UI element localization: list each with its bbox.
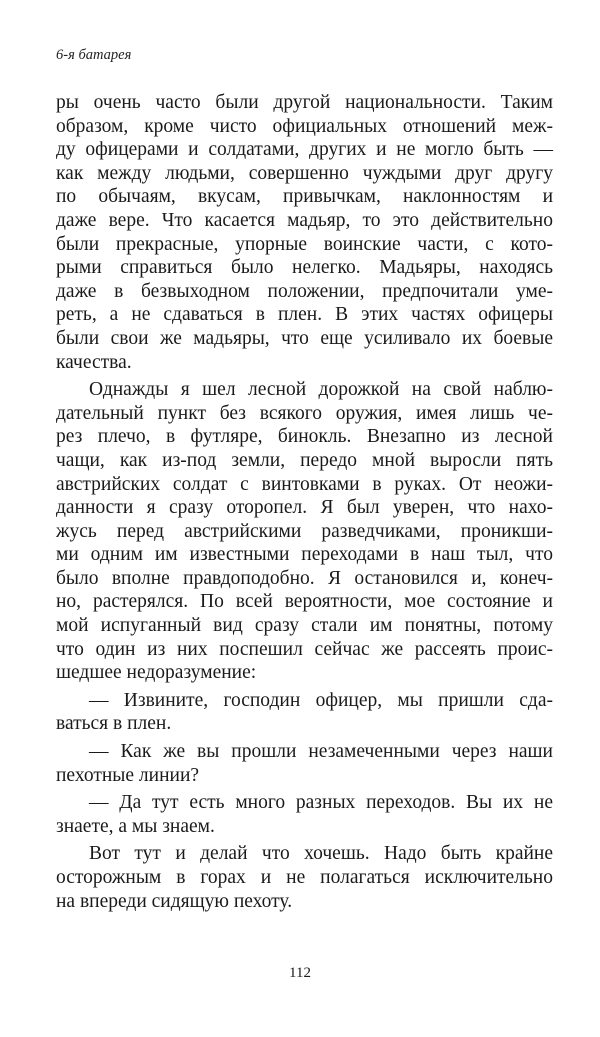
text-line: дательный пункт без всякого оружия, имея лишь че- bbox=[56, 402, 553, 424]
text-line: — Да тут есть много разных переходов. Вы их не bbox=[89, 792, 553, 814]
text-line: мой испуганный вид сразу стали им понятны, потому bbox=[56, 615, 553, 637]
text-line: были свои же мадьяры, что еще усиливало их боевые bbox=[56, 327, 553, 349]
text-line: было вполне правдоподобно. Я остановился и, конеч- bbox=[56, 567, 553, 589]
text-line: на впереди сидящую пехоту. bbox=[56, 890, 293, 912]
text-line: пехотные линии? bbox=[56, 764, 200, 786]
paragraph bbox=[56, 791, 553, 838]
paragraph bbox=[56, 378, 553, 685]
text-line: знаете, а мы знаем. bbox=[56, 815, 215, 837]
page-body bbox=[56, 91, 553, 913]
text-line: даже вере. Что касается мадьяр, то это действительно bbox=[56, 209, 553, 231]
text-line: австрийских солдат с винтовками в руках. От неожи- bbox=[56, 473, 553, 495]
text-line: ми одним им известными переходами в наш тыл, что bbox=[56, 544, 553, 566]
text-line: качества. bbox=[56, 351, 132, 373]
text-line: Однажды я шел лесной дорожкой на свой наблю- bbox=[89, 379, 553, 401]
text-line: данности я сразу оторопел. Я был уверен, что нахо- bbox=[56, 497, 553, 519]
text-line: ду офицерами и солдатами, других и не могло быть — bbox=[56, 139, 553, 161]
text-line: что один из них поспешил сейчас же рассеять проис- bbox=[56, 638, 553, 660]
text-line: чащи, как из-под земли, передо мной выросли пять bbox=[56, 449, 553, 471]
paragraph bbox=[56, 689, 553, 736]
text-line: ваться в плен. bbox=[56, 713, 172, 735]
page-number: 112 bbox=[289, 965, 311, 981]
text-line: осторожным в горах и не полагаться исключительно bbox=[56, 867, 553, 888]
text-line: ры очень часто были другой национальности. Таким bbox=[56, 92, 553, 113]
text-line: но, растерялся. По всей вероятности, мое состояние и bbox=[56, 591, 553, 613]
text-line: реть, а не сдаваться в плен. В этих частях офицеры bbox=[56, 304, 553, 326]
text-line: рыми справиться было нелегко. Мадьяры, находясь bbox=[56, 257, 553, 279]
text-line: — Извините, господин офицер, мы пришли сда- bbox=[89, 689, 553, 711]
text-line: шедшее недоразумение: bbox=[56, 662, 257, 684]
running-header: 6-я батарея bbox=[56, 47, 132, 63]
text-line: жусь перед австрийскими разведчиками, проникши- bbox=[56, 520, 553, 542]
paragraph bbox=[56, 91, 553, 374]
text-line: — Как же вы прошли незамеченными через наши bbox=[89, 741, 553, 763]
text-line: рез плечо, в футляре, бинокль. Внезапно из лесной bbox=[56, 426, 553, 448]
text-line: были прекрасные, упорные воинские части, с кото- bbox=[56, 233, 553, 255]
text-line: образом, кроме чисто официальных отношений меж- bbox=[56, 115, 553, 137]
paragraph bbox=[56, 740, 553, 787]
text-line: как между людьми, совершенно чуждыми друг другу bbox=[56, 162, 553, 184]
text-line: даже в безвыходном положении, предпочитали уме- bbox=[56, 280, 553, 302]
text-line: по обычаям, вкусам, привычкам, наклонностям и bbox=[56, 186, 553, 208]
text-line: Вот тут и делай что хочешь. Надо быть крайне bbox=[89, 843, 553, 865]
paragraph bbox=[56, 842, 553, 913]
